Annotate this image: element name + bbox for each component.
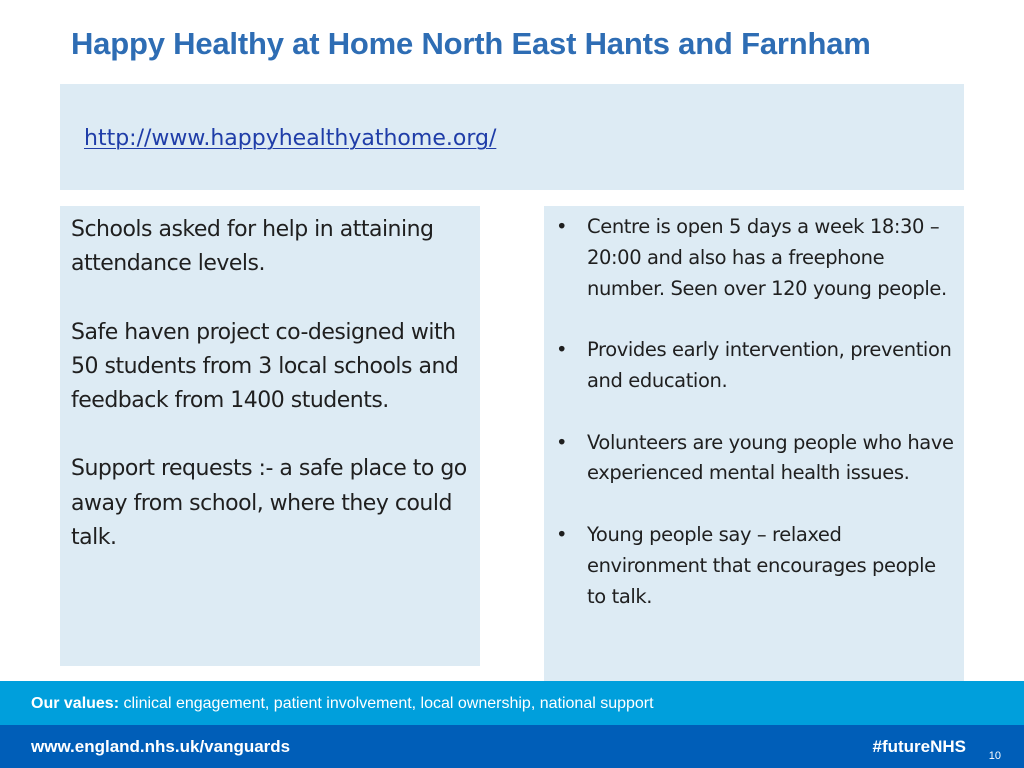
bullet-icon: •: [556, 338, 568, 362]
bullet-text: Volunteers are young people who have experienced mental health issues.: [587, 430, 954, 485]
paragraph-support-requests: Support requests :- a safe place to go away from school, where they could talk.: [71, 456, 467, 551]
bullet-icon: •: [556, 430, 568, 454]
list-item: [554, 212, 959, 304]
values-label: Our values:: [31, 695, 120, 712]
bullet-icon: •: [556, 522, 568, 546]
slide-title: Happy Healthy at Home North East Hants and Farnham: [71, 26, 871, 61]
bullet-text: Centre is open 5 days a week 18:30 – 20:00 and also has a freephone number. Seen over 120 young people.: [587, 215, 947, 300]
footer-website-link[interactable]: www.england.nhs.uk/vanguards: [31, 737, 291, 756]
bullet-text: Young people say – relaxed environment that encourages people to talk.: [587, 522, 936, 608]
list-item: [554, 428, 959, 490]
bullet-text: Provides early intervention, prevention and education.: [587, 338, 952, 392]
website-link[interactable]: http://www.happyhealthyathome.org/: [84, 126, 497, 151]
bullet-list: [554, 212, 959, 612]
url-panel: [60, 84, 964, 190]
list-item: [554, 335, 959, 397]
schools-text: [71, 213, 476, 555]
schools-panel: [60, 206, 480, 666]
paragraph-attendance: Schools asked for help in attaining attendance levels.: [71, 217, 434, 277]
list-item: [554, 520, 959, 612]
values-statement: [31, 695, 654, 713]
paragraph-safe-haven: Safe haven project co-designed with 50 students from 3 local schools and feedback from 1400 students.: [71, 319, 459, 414]
page-number: 10: [988, 750, 1001, 762]
footer-bar: [0, 725, 1024, 768]
footer-hashtag: #futureNHS: [872, 737, 966, 756]
centre-panel: [544, 206, 964, 682]
values-list: clinical engagement, patient involvement, local ownership, national support: [123, 695, 654, 712]
values-bar: [0, 681, 1024, 725]
bullet-icon: •: [556, 215, 568, 238]
